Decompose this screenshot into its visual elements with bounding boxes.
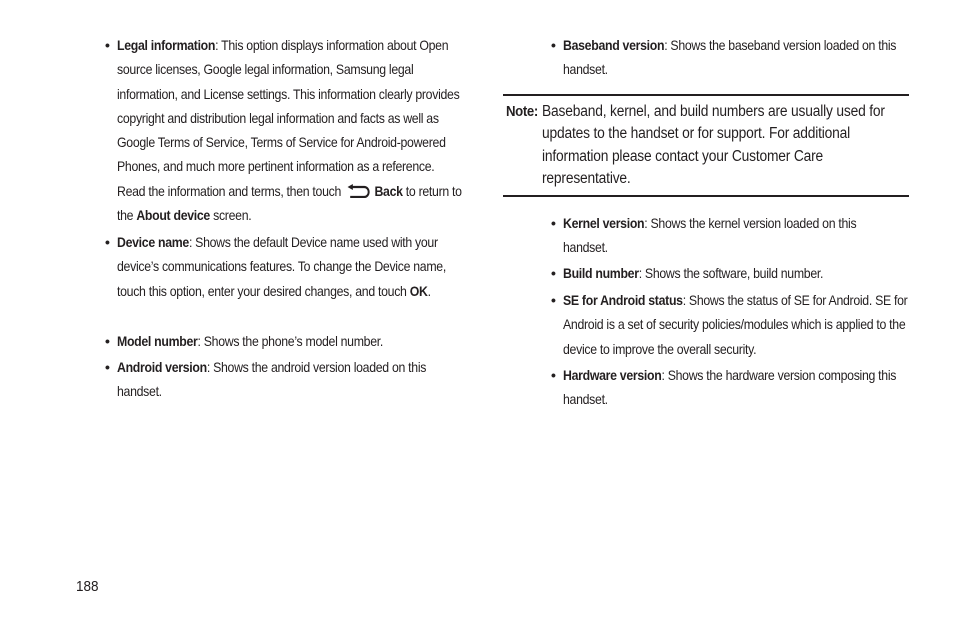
- bullet-glyph: •: [551, 215, 556, 231]
- term-device-name: Device name: [117, 234, 189, 250]
- android-version-desc: : Shows the android version loaded on this handset.: [117, 359, 427, 400]
- list-item-hardware-version: [563, 363, 911, 412]
- bullet-glyph: •: [551, 265, 556, 281]
- build-number-desc: : Shows the software, build number.: [638, 265, 824, 281]
- legal-information-desc: : This option displays information about Open source licenses, Google legal information, Samsung legal information, and License settings. This information clearly provides copyright and distribution legal information and facts as well as Google Terms of Service, Terms of Service for Android-powered Phones, and much more pertinent information as a reference. Read the information and terms, then touch: [117, 37, 460, 199]
- ok-label: OK: [409, 282, 428, 299]
- back-arrow-icon: [346, 184, 371, 198]
- list-item-se-android-status: [563, 288, 911, 361]
- note-bottom-rule: [503, 195, 909, 197]
- bullet-glyph: •: [105, 37, 110, 53]
- bullet-glyph: •: [105, 234, 110, 250]
- list-item-build-number: [563, 261, 911, 285]
- list-item-android-version: [117, 355, 447, 404]
- note-top-rule: [503, 94, 909, 96]
- device-name-desc-end: .: [427, 282, 431, 299]
- term-hardware-version: Hardware version: [563, 367, 662, 383]
- list-item-device-name: [117, 230, 465, 303]
- note-text: Baseband, kernel, and build numbers are usually used for updates to the handset or for support. For additional information please contact your Customer Care representative.: [542, 103, 885, 187]
- bullet-glyph: •: [105, 333, 110, 349]
- list-item-kernel-version: [563, 211, 893, 260]
- term-build-number: Build number: [563, 265, 639, 281]
- note-label: Note:: [506, 103, 538, 120]
- model-number-desc: : Shows the phone’s model number.: [197, 333, 383, 349]
- kernel-version-desc: : Shows the kernel version loaded on this handset.: [563, 215, 857, 256]
- device-name-desc: : Shows the default Device name used with your device’s communications features. To change the Device name, touch this option, enter your desired changes, and touch: [117, 234, 446, 299]
- se-android-status-desc: : Shows the status of SE for Android. SE for Android is a set of security policies/modules which is applied to the device to improve the overall security.: [563, 292, 908, 357]
- list-item-baseband-version: [563, 33, 911, 82]
- list-item-model-number: [117, 329, 465, 353]
- page-number: 188: [76, 578, 99, 595]
- term-se-android-status: SE for Android status: [563, 292, 683, 308]
- about-device-label: About device: [136, 207, 210, 224]
- bullet-glyph: •: [551, 292, 556, 308]
- bullet-glyph: •: [551, 367, 556, 383]
- list-item-legal-information: [117, 33, 465, 227]
- term-android-version: Android version: [117, 359, 207, 375]
- term-model-number: Model number: [117, 333, 198, 349]
- hardware-version-desc: : Shows the hardware version composing this handset.: [563, 367, 897, 408]
- bullet-glyph: •: [551, 37, 556, 53]
- legal-desc-part2: to return to the: [117, 182, 462, 224]
- term-legal-information: Legal information: [117, 37, 216, 53]
- term-kernel-version: Kernel version: [563, 215, 645, 231]
- bullet-glyph: •: [105, 359, 110, 375]
- baseband-version-desc: : Shows the baseband version loaded on this handset.: [563, 37, 897, 78]
- term-baseband-version: Baseband version: [563, 37, 665, 53]
- legal-desc-part3: screen.: [209, 207, 252, 224]
- back-label: Back: [374, 182, 403, 199]
